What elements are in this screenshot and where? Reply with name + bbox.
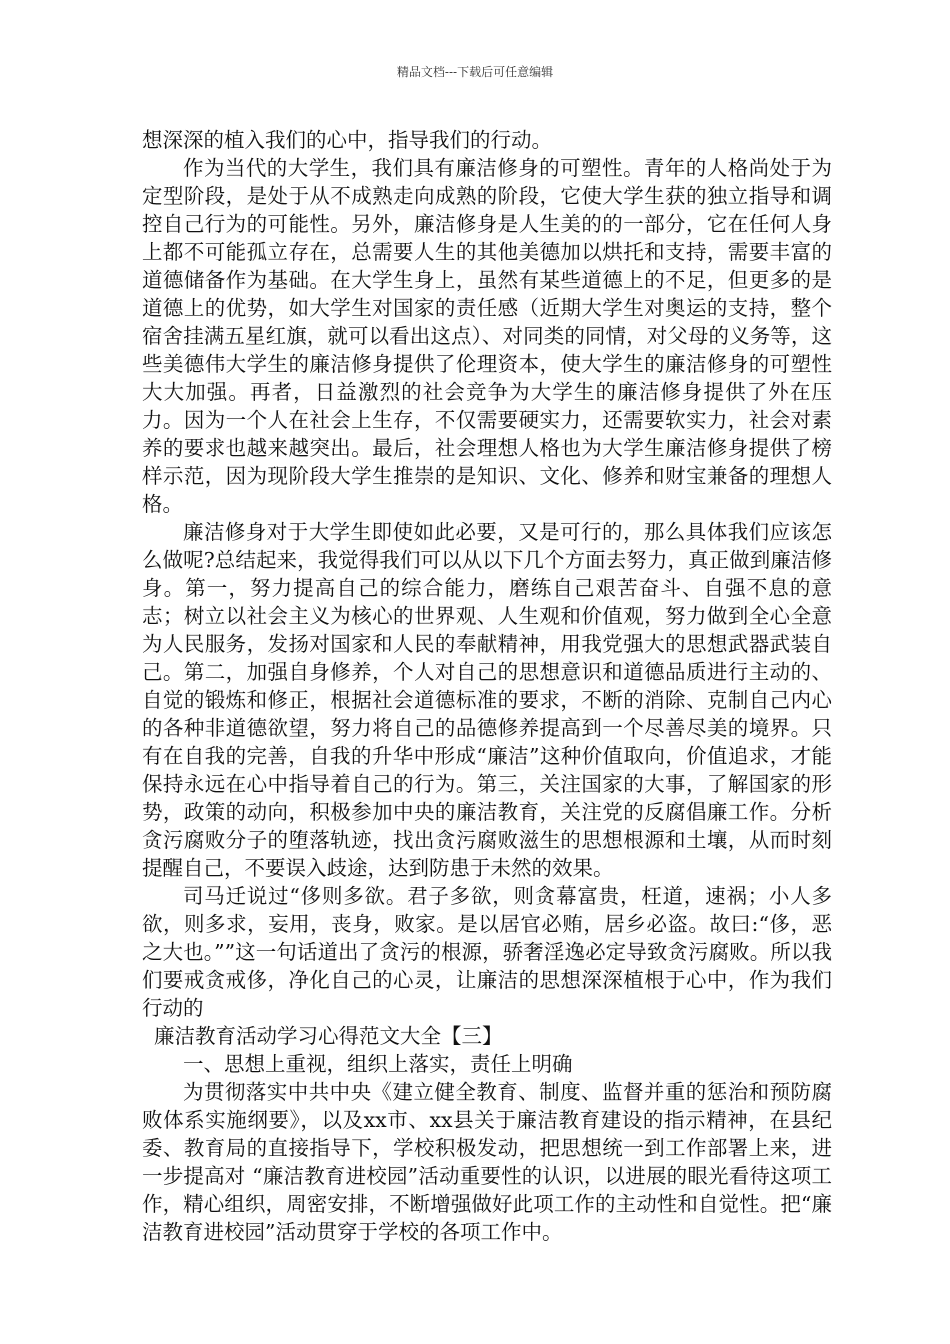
paragraph-continuation: 想深深的植入我们的心中，指导我们的行动。 xyxy=(142,128,552,152)
paragraph-implementation: 为贯彻落实中共中央《建立健全教育、制度、监督并重的惩治和预防腐败体系实施纲要》，以及xx市、xx县关于廉洁教育建设的指示精神，在县纪委、教育局的直接指导下，学校积极发动，把思想统一到工作部署上来，进一步提高对 “廉洁教育进校园”活动重要性的认识，以进展的眼光看待这项工作，精心组织，周密安排，不断增强做好此项工作的主动性和自觉性。把“廉洁教育进校园”活动贯穿于学校的各项工作中。 xyxy=(142,1080,832,1244)
document-body xyxy=(142,126,832,1246)
page-header: 精品文档---下载后可任意编辑 xyxy=(396,65,554,79)
paragraph-quote: 司马迁说过“侈则多欲。君子多欲，则贪幕富贵，枉道，速祸；小人多欲，则多求，妄用，丧身，败家。是以居官必贿，居乡必盗。故曰:“侈，恶之大也。””这一句话道出了贪污的根源，骄奢淫逸必定导致贪污腐败。所以我们要戒贪戒侈，净化自己的心灵，让廉洁的思想深深植根于心中，作为我们行动的 xyxy=(142,884,832,1020)
paragraph-how-to: 廉洁修身对于大学生即使如此必要，又是可行的，那么具体我们应该怎么做呢?总结起来，我觉得我们可以从以下几个方面去努力，真正做到廉洁修身。第一，努力提高自己的综合能力，磨练自己艰苦奋斗、自强不息的意志；树立以社会主义为核心的世界观、人生观和价值观，努力做到全心全意为人民服务，发扬对国家和人民的奉献精神，用我党强大的思想武器武装自己。第二，加强自身修养，个人对自己的思想意识和道德品质进行主动的、自觉的锻炼和修正，根据社会道德标准的要求，不断的消除、克制自己内心的各种非道德欲望，努力将自己的品德修养提高到一个尽善尽美的境界。只有在自我的完善，自我的升华中形成“廉洁”这种价值取向，价值追求，才能保持永远在心中指导着自己的行为。第三，关注国家的大事，了解国家的形势，政策的动向，积极参加中央的廉洁教育，关注党的反腐倡廉工作。分析贪污腐败分子的堕落轨迹，找出贪污腐败滋生的思想根源和土壤，从而时刻提醒自己，不要误入歧途，达到防患于未然的效果。 xyxy=(142,520,832,880)
paragraph-moldability: 作为当代的大学生，我们具有廉洁修身的可塑性。青年的人格尚处于为定型阶段，是处于从不成熟走向成熟的阶段，它使大学生获的独立指导和调控自己行为的可能性。另外，廉洁修身是人生美的的一部分，它在任何人身上都不可能孤立存在，总需要人生的其他美德加以烘托和支持，需要丰富的道德储备作为基础。在大学生身上，虽然有某些道德上的不足，但更多的是道德上的优势，如大学生对国家的责任感（近期大学生对奥运的支持，整个宿舍挂满五星红旗，就可以看出这点）、对同类的同情，对父母的义务等，这些美德伟大学生的廉洁修身提供了伦理资本，使大学生的廉洁修身的可塑性大大加强。再者，日益激烈的社会竞争为大学生的廉洁修身提供了外在压力。因为一个人在社会上生存，不仅需要硬实力，还需要软实力，社会对素养的要求也越来越突出。最后，社会理想人格也为大学生廉洁修身提供了榜样示范，因为现阶段大学生推崇的是知识、文化、修养和财宝兼备的理想人格。 xyxy=(142,156,832,516)
section-title: 廉洁教育活动学习心得范文大全【三】 xyxy=(154,1024,503,1048)
subheading: 一、思想上重视，组织上落实，责任上明确 xyxy=(183,1052,573,1076)
